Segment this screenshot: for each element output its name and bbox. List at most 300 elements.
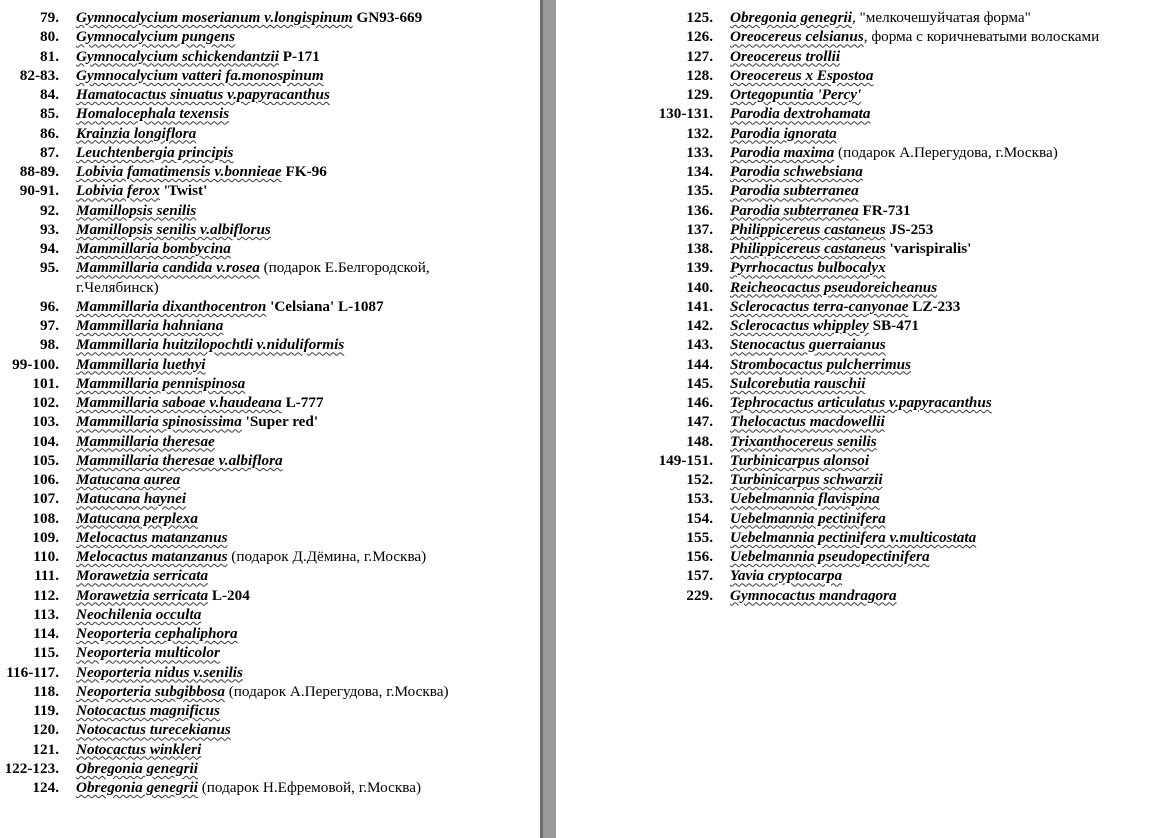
entry-number: 98.: [40, 336, 59, 354]
species-name: Turbinicarpus alonsoi: [730, 451, 870, 469]
species-name: Mammillaria theresae: [76, 432, 215, 450]
species-entry: [556, 393, 1156, 412]
species-entry: [0, 8, 535, 27]
species-entry: [0, 201, 535, 220]
entry-number: 135.: [686, 182, 713, 200]
species-name: Mammillaria spinosissima: [76, 413, 242, 431]
entry-note: (подарок Д.Дёмина, г.Москва): [227, 548, 427, 565]
species-name: Oreocereus celsianus: [730, 28, 864, 46]
species-name: Parodia maxima: [730, 143, 835, 161]
entry-number: 120.: [32, 721, 59, 739]
entry-text: [730, 355, 1156, 374]
entry-number: 103.: [32, 413, 59, 431]
species-entry: [0, 335, 535, 354]
species-entry: [0, 682, 535, 701]
entry-text: [730, 374, 1156, 393]
species-name: Morawetzia serricata: [76, 586, 209, 604]
species-name: Uebelmannia pectinifera: [730, 509, 886, 527]
entry-number: 93.: [40, 220, 59, 238]
entry-text: [76, 201, 535, 220]
species-entry: [0, 528, 535, 547]
species-entry: [0, 547, 535, 566]
entry-number: 90-91.: [19, 182, 59, 200]
species-entry: [556, 470, 1156, 489]
species-entry: [0, 355, 535, 374]
species-name: Leuchtenbergia principis: [76, 143, 234, 161]
entry-number: 133.: [686, 143, 713, 161]
species-name: Notocactus magnificus: [76, 702, 220, 719]
entry-number: 111.: [34, 567, 59, 585]
entry-text: [730, 509, 1156, 528]
species-name: Mammillaria candida v.rosea: [76, 259, 260, 277]
entry-text: [76, 181, 535, 200]
entry-code: 'Celsiana' L-1087: [266, 297, 384, 315]
species-name: Yavia cryptocarpa: [730, 567, 843, 585]
species-entry: [0, 586, 535, 605]
entry-text: [76, 586, 535, 605]
entry-number: 85.: [40, 105, 59, 123]
entry-number: 96.: [40, 297, 59, 315]
entry-number: 155.: [686, 528, 713, 546]
entry-text: [730, 470, 1156, 489]
species-name: Turbinicarpus schwarzii: [730, 471, 883, 488]
species-entry: [0, 470, 535, 489]
entry-text: [76, 162, 535, 181]
species-entry: [0, 720, 535, 739]
entry-number: 97.: [40, 317, 59, 334]
entry-number: 141.: [686, 297, 713, 315]
entry-text: [730, 393, 1156, 412]
entry-number: 152.: [686, 471, 713, 488]
species-entry: [0, 297, 535, 316]
species-entry: [556, 509, 1156, 528]
entry-text: [730, 489, 1156, 508]
species-name: Gymnocalycium vatteri fa.monospinum: [76, 66, 324, 84]
entry-text: [76, 663, 535, 682]
species-entry: [0, 489, 535, 508]
entry-number: 81.: [40, 47, 59, 65]
entry-code: JS-253: [885, 220, 934, 238]
species-entry: [0, 220, 535, 239]
entry-number: 122-123.: [4, 759, 59, 777]
species-name: Obregonia genegrii: [730, 9, 852, 26]
species-entry: [556, 124, 1156, 143]
species-name: Uebelmannia pseudopectinifera: [730, 548, 930, 565]
entry-text: [76, 509, 535, 528]
species-entry: [556, 8, 1156, 27]
entry-number: 147.: [686, 413, 713, 431]
species-entry: [556, 451, 1156, 470]
entry-text: [730, 201, 1156, 220]
entry-text: [730, 547, 1156, 566]
species-name: Philippicereus castaneus: [730, 220, 886, 238]
species-list-left: [0, 8, 535, 797]
entry-text: [76, 412, 535, 431]
entry-text: [730, 335, 1156, 354]
entry-number: 104.: [32, 432, 59, 450]
species-entry: [0, 239, 535, 258]
entry-text: [730, 8, 1156, 27]
species-entry: [556, 47, 1156, 66]
species-name: Gymnocactus mandragora: [730, 586, 897, 604]
species-entry: [0, 432, 535, 451]
species-entry: [556, 432, 1156, 451]
entry-text: [730, 239, 1156, 258]
species-entry: [556, 27, 1156, 46]
species-entry: [0, 27, 535, 46]
species-name: Parodia schwebsiana: [730, 163, 863, 180]
species-entry: [556, 220, 1156, 239]
entry-text: [76, 85, 535, 104]
entry-text: [76, 335, 535, 354]
species-name: Oreocereus x Espostoa: [730, 66, 874, 84]
entry-text: [730, 181, 1156, 200]
species-name: Notocactus turecekianus: [76, 721, 231, 739]
species-name: Strombocactus pulcherrimus: [730, 355, 912, 373]
species-entry: [0, 740, 535, 759]
species-name: Hamatocactus sinuatus v.papyracanthus: [76, 86, 330, 103]
entry-number: 107.: [32, 490, 59, 508]
entry-text: [730, 220, 1156, 239]
entry-note: (подарок Е.Белгородской, г.Челябинск): [76, 259, 430, 296]
entry-number: 101.: [32, 374, 59, 392]
entry-text: [730, 66, 1156, 85]
species-name: Tephrocactus articulatus v.papyracanthus: [730, 394, 992, 411]
species-entry: [0, 663, 535, 682]
entry-text: [76, 124, 535, 143]
entry-number: 124.: [32, 779, 59, 796]
species-name: Morawetzia serricata: [76, 567, 209, 585]
entry-text: [76, 8, 535, 27]
entry-number: 88-89.: [19, 163, 59, 180]
species-entry: [556, 297, 1156, 316]
species-entry: [556, 162, 1156, 181]
entry-text: [76, 470, 535, 489]
entry-number: 109.: [32, 528, 59, 546]
species-name: Neoporteria multicolor: [76, 644, 220, 662]
species-entry: [556, 201, 1156, 220]
species-name: Krainzia longiflora: [76, 124, 197, 142]
entry-code: FK-96: [281, 163, 327, 180]
entry-number: 110.: [33, 548, 59, 565]
entry-number: 142.: [686, 317, 713, 334]
entry-text: [76, 778, 535, 797]
entry-text: [76, 740, 535, 759]
species-name: Uebelmannia pectinifera v.multicostata: [730, 528, 977, 546]
entry-text: [76, 316, 535, 335]
species-entry: [556, 355, 1156, 374]
species-entry: [556, 335, 1156, 354]
entry-text: [76, 143, 535, 162]
entry-number: 132.: [686, 124, 713, 142]
entry-number: 137.: [686, 220, 713, 238]
entry-number: 82-83.: [19, 66, 59, 84]
entry-number: 146.: [686, 394, 713, 411]
entry-number: 87.: [40, 143, 59, 161]
species-entry: [556, 258, 1156, 277]
entry-text: [730, 586, 1156, 605]
entry-number: 145.: [686, 374, 713, 392]
entry-code: GN93-669: [352, 9, 423, 26]
species-entry: [0, 162, 535, 181]
entry-text: [730, 278, 1156, 297]
entry-number: 119.: [33, 702, 59, 719]
entry-text: [730, 143, 1156, 162]
entry-number: 127.: [686, 47, 713, 65]
entry-number: 84.: [40, 86, 59, 103]
entry-number: 102.: [32, 394, 59, 411]
species-entry: [0, 124, 535, 143]
entry-number: 95.: [40, 259, 59, 277]
species-name: Sulcorebutia rauschii: [730, 374, 866, 392]
species-entry: [0, 316, 535, 335]
species-entry: [0, 451, 535, 470]
species-name: Mammillaria hahniana: [76, 317, 224, 334]
species-name: Mammillaria saboae v.haudeana: [76, 394, 282, 411]
document-page-right: [556, 0, 1159, 838]
species-entry: [0, 566, 535, 585]
entry-text: [76, 258, 496, 297]
species-entry: [0, 624, 535, 643]
species-entry: [0, 104, 535, 123]
species-list-right: [556, 8, 1156, 605]
species-entry: [556, 528, 1156, 547]
entry-number: 130-131.: [658, 105, 713, 123]
species-name: Homalocephala texensis: [76, 105, 230, 123]
species-name: Mammillaria theresae v.albiflora: [76, 451, 283, 469]
entry-number: 118.: [33, 682, 59, 700]
entry-number: 134.: [686, 163, 713, 180]
entry-number: 156.: [686, 548, 713, 565]
species-entry: [556, 85, 1156, 104]
entry-text: [76, 432, 535, 451]
species-name: Gymnocalycium pungens: [76, 28, 236, 46]
species-name: Parodia ignorata: [730, 124, 837, 142]
entry-note: , "мелкочешуйчатая форма": [851, 9, 1031, 26]
entry-text: [76, 27, 535, 46]
entry-number: 113.: [33, 605, 59, 623]
entry-text: [730, 104, 1156, 123]
entry-number: 140.: [686, 278, 713, 296]
entry-code: P-171: [278, 47, 320, 65]
entry-text: [730, 47, 1156, 66]
species-entry: [556, 374, 1156, 393]
entry-number: 136.: [686, 201, 713, 219]
entry-text: [730, 124, 1156, 143]
entry-text: [730, 27, 1156, 46]
entry-number: 99-100.: [12, 355, 59, 373]
species-name: Parodia subterranea: [730, 182, 859, 200]
entry-note: (подарок А.Перегудова, г.Москва): [224, 682, 449, 700]
entry-number: 148.: [686, 432, 713, 450]
species-entry: [556, 181, 1156, 200]
entry-text: [730, 162, 1156, 181]
entry-text: [76, 528, 535, 547]
species-name: Parodia dextrohamata: [730, 105, 871, 123]
species-name: Neoporteria cephaliphora: [76, 625, 238, 642]
species-entry: [556, 412, 1156, 431]
species-name: Gymnocalycium schickendantzii: [76, 47, 279, 65]
entry-number: 154.: [686, 509, 713, 527]
species-name: Sclerocactus terra-canyonae: [730, 297, 909, 315]
entry-text: [76, 682, 535, 701]
species-name: Mammillaria pennispinosa: [76, 374, 246, 392]
species-entry: [0, 258, 535, 297]
entry-code: LZ-233: [908, 297, 961, 315]
species-entry: [0, 393, 535, 412]
entry-text: [730, 451, 1156, 470]
entry-text: [76, 624, 535, 643]
entry-text: [730, 297, 1156, 316]
species-name: Reicheocactus pseudoreicheanus: [730, 278, 938, 296]
species-entry: [0, 85, 535, 104]
entry-text: [730, 432, 1156, 451]
entry-number: 121.: [32, 740, 59, 758]
page-gutter-shadow: [540, 0, 543, 838]
entry-code: SB-471: [868, 317, 920, 334]
species-name: Melocactus matanzanus: [76, 528, 228, 546]
species-entry: [556, 143, 1156, 162]
entry-text: [76, 547, 535, 566]
entry-text: [730, 316, 1156, 335]
species-entry: [556, 278, 1156, 297]
entry-number: 106.: [32, 471, 59, 488]
entry-number: 112.: [33, 586, 59, 604]
species-entry: [0, 778, 535, 797]
species-name: Mammillaria dixanthocentron: [76, 297, 267, 315]
entry-code: 'Super red': [241, 413, 319, 431]
species-entry: [556, 239, 1156, 258]
species-name: Neoporteria subgibbosa: [76, 682, 225, 700]
species-entry: [556, 316, 1156, 335]
entry-number: 108.: [32, 509, 59, 527]
entry-text: [730, 258, 1156, 277]
entry-text: [76, 47, 535, 66]
entry-note: , форма с коричневатыми волосками: [863, 28, 1100, 46]
species-name: Gymnocalycium moserianum v.longispinum: [76, 9, 353, 26]
entry-text: [76, 104, 535, 123]
entry-text: [76, 759, 535, 778]
entry-number: 86.: [40, 124, 59, 142]
species-name: Sclerocactus whippley: [730, 317, 869, 334]
entry-text: [730, 528, 1156, 547]
entry-text: [76, 66, 535, 85]
entry-text: [76, 297, 535, 316]
species-name: Mamillopsis senilis: [76, 201, 197, 219]
species-entry: [0, 759, 535, 778]
entry-number: 138.: [686, 240, 713, 257]
entry-number: 80.: [40, 28, 59, 46]
species-name: Mamillopsis senilis v.albiflorus: [76, 220, 271, 238]
entry-number: 143.: [686, 336, 713, 354]
species-entry: [0, 412, 535, 431]
species-name: Mammillaria bombycina: [76, 240, 231, 257]
species-name: Parodia subterranea: [730, 201, 859, 219]
entry-note: (подарок А.Перегудова, г.Москва): [834, 143, 1058, 161]
species-entry: [0, 605, 535, 624]
entry-note: (подарок Н.Ефремовой, г.Москва): [197, 779, 422, 796]
entry-number: 114.: [33, 625, 59, 642]
entry-text: [76, 355, 535, 374]
entry-number: 126.: [686, 28, 713, 46]
entry-text: [76, 451, 535, 470]
entry-code: L-204: [208, 586, 250, 604]
entry-text: [76, 566, 535, 585]
species-name: Uebelmannia flavispina: [730, 490, 880, 508]
species-name: Mammillaria luethyi: [76, 355, 206, 373]
entry-text: [76, 643, 535, 662]
species-entry: [0, 509, 535, 528]
entry-number: 128.: [686, 66, 713, 84]
species-name: Matucana haynei: [76, 490, 187, 508]
species-entry: [556, 66, 1156, 85]
species-name: Obregonia genegrii: [76, 779, 198, 796]
species-entry: [0, 181, 535, 200]
species-entry: [556, 104, 1156, 123]
entry-text: [76, 720, 535, 739]
entry-text: [76, 701, 535, 720]
entry-number: 115.: [33, 644, 59, 662]
species-name: Melocactus matanzanus: [76, 548, 228, 565]
species-entry: [556, 547, 1156, 566]
species-name: Oreocereus trollii: [730, 47, 841, 65]
species-name: Lobivia ferox: [76, 182, 160, 200]
entry-number: 92.: [40, 201, 59, 219]
species-name: Mammillaria huitzilopochtli v.niduliformis: [76, 336, 345, 354]
species-entry: [0, 374, 535, 393]
species-entry: [556, 489, 1156, 508]
species-name: Neochilenia occulta: [76, 605, 202, 623]
species-name: Lobivia famatimensis v.bonnieae: [76, 163, 282, 180]
species-name: Pyrrhocactus bulbocalyx: [730, 259, 886, 277]
entry-number: 79.: [40, 9, 59, 26]
species-name: Obregonia genegrii: [76, 759, 198, 777]
entry-number: 129.: [686, 86, 713, 103]
species-entry: [0, 143, 535, 162]
species-name: Neoporteria nidus v.senilis: [76, 663, 243, 681]
entry-text: [76, 393, 535, 412]
entry-number: 125.: [686, 9, 713, 26]
entry-code: 'Twist': [159, 182, 208, 200]
entry-text: [730, 566, 1156, 585]
species-name: Thelocactus macdowellii: [730, 413, 885, 431]
entry-number: 144.: [686, 355, 713, 373]
species-entry: [556, 566, 1156, 585]
entry-text: [730, 85, 1156, 104]
entry-number: 116-117.: [6, 663, 59, 681]
entry-number: 139.: [686, 259, 713, 277]
entry-text: [76, 374, 535, 393]
entry-text: [730, 412, 1156, 431]
species-entry: [0, 643, 535, 662]
species-name: Philippicereus castaneus: [730, 240, 886, 257]
entry-text: [76, 489, 535, 508]
entry-number: 94.: [40, 240, 59, 257]
species-entry: [0, 701, 535, 720]
entry-code: L-777: [281, 394, 324, 411]
entry-text: [76, 605, 535, 624]
entry-text: [76, 239, 535, 258]
species-name: Matucana aurea: [76, 471, 181, 488]
entry-number: 149-151.: [658, 451, 713, 469]
entry-code: 'varispiralis': [885, 240, 972, 257]
species-name: Ortegopuntia 'Percy': [730, 86, 862, 103]
entry-number: 105.: [32, 451, 59, 469]
species-name: Notocactus winkleri: [76, 740, 202, 758]
species-entry: [0, 47, 535, 66]
species-name: Stenocactus guerraianus: [730, 336, 886, 354]
entry-number: 153.: [686, 490, 713, 508]
